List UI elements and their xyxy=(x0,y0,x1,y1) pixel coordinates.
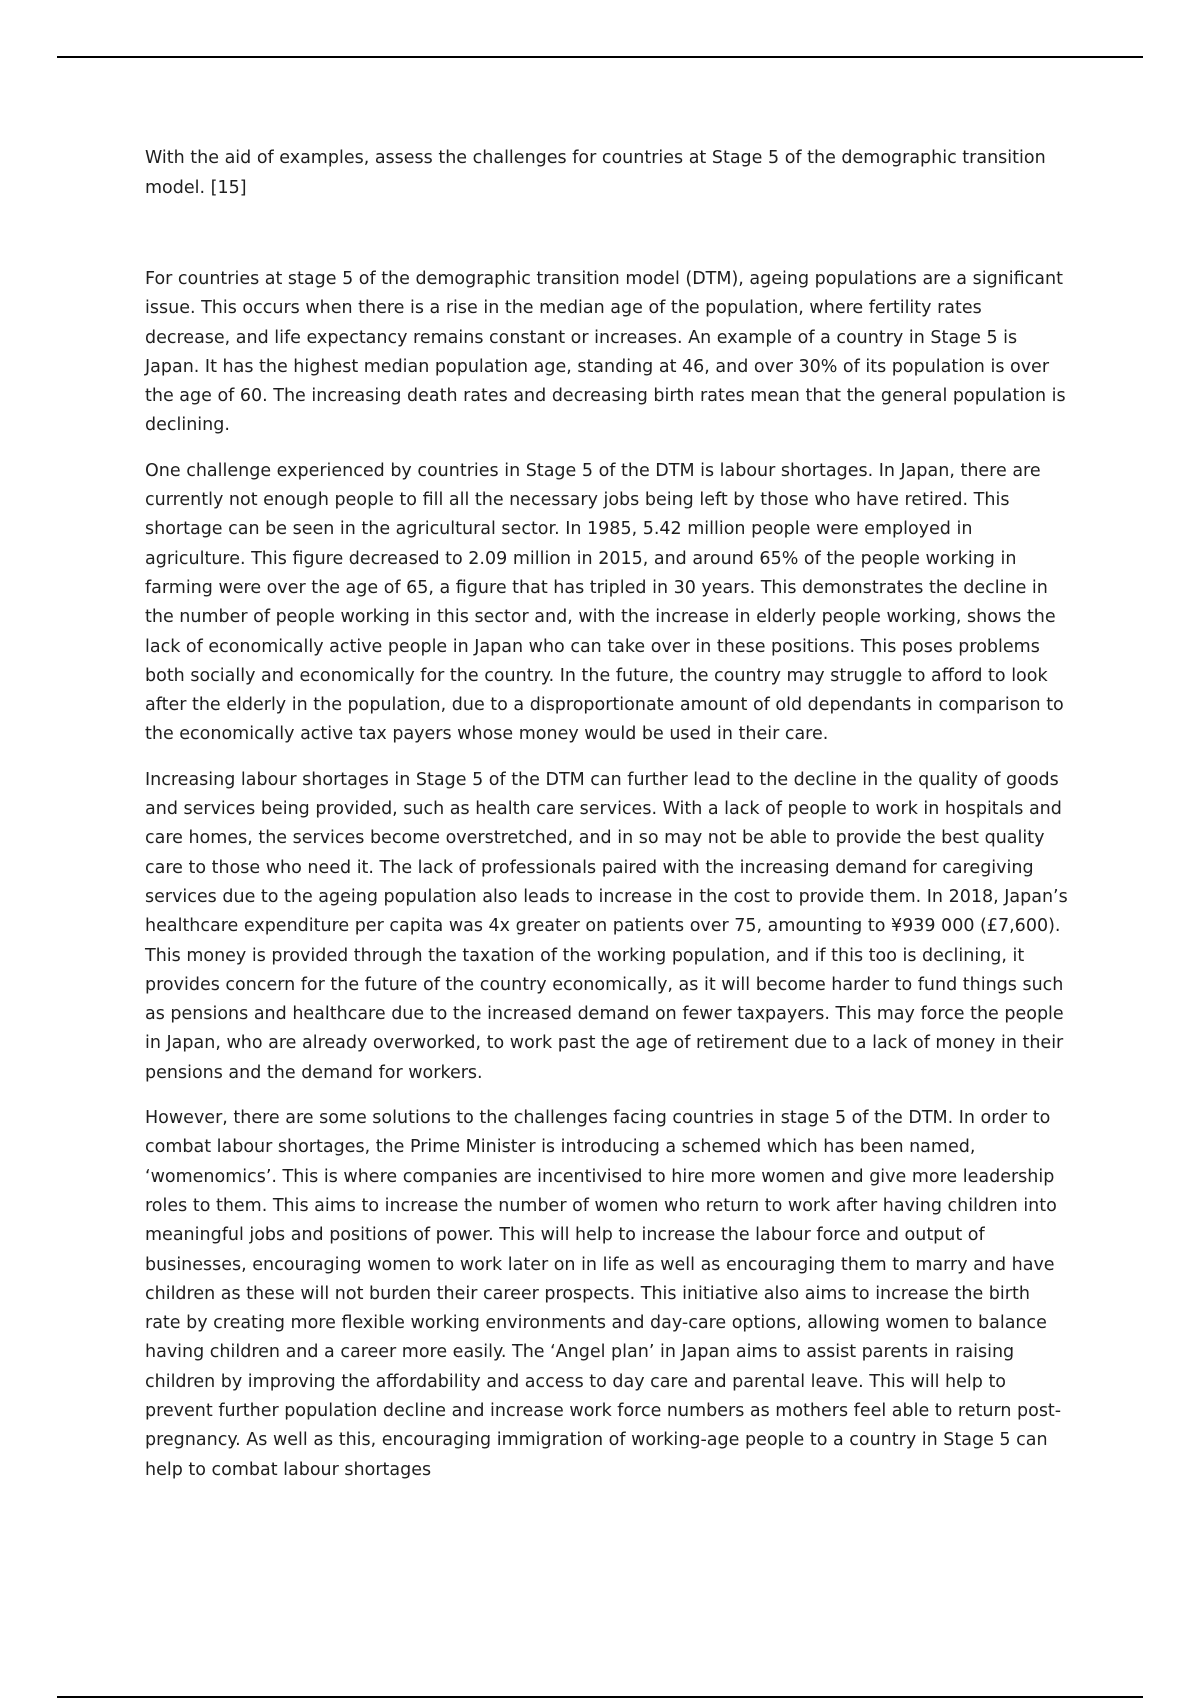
paragraph-healthcare-costs: Increasing labour shortages in Stage 5 of the DTM can further lead to the decline in the quality of goods and services being provided, such as health care services. With a lack of people to work in hospitals and care homes, the services become overstretched, and in so may not be able to provide the best quality care to those who need it. The lack of professionals paired with the increasing demand for caregiving services due to the ageing population also leads to increase in the cost to provide them. In 2018, Japan’s healthcare expenditure per capita was 4x greater on patients over 75, amounting to ¥939 000 (£7,600). This money is provided through the taxation of the working population, and if this too is declining, it provides concern for the future of the country economically, as it will become harder to fund things such as pensions and healthcare due to the increased demand on fewer taxpayers. This may force the people in Japan, who are already overworked, to work past the age of retirement due to a lack of money in their pensions and the demand for workers. xyxy=(145,769,1068,1083)
document-body xyxy=(145,144,1070,1485)
footer-rule xyxy=(57,1696,1143,1698)
paragraph-labour-shortages: One challenge experienced by countries in Stage 5 of the DTM is labour shortages. In Japan, there are currently not enough people to fill all the necessary jobs being left by those who have retired. This shortage can be seen in the agricultural sector. In 1985, 5.42 million people were employed in agriculture. This figure decreased to 2.09 million in 2015, and around 65% of the people working in farming were over the age of 65, a figure that has tripled in 30 years. This demonstrates the decline in the number of people working in this sector and, with the increase in elderly people working, shows the lack of economically active people in Japan who can take over in these positions. This poses problems both socially and economically for the country. In the future, the country may struggle to afford to look after the elderly in the population, due to a disproportionate amount of old dependants in comparison to the economically active tax payers whose money would be used in their care. xyxy=(145,460,1064,745)
paragraph-ageing-populations: For countries at stage 5 of the demographic transition model (DTM), ageing populations are a significant issue. This occurs when there is a rise in the median age of the population, where fertility rates decrease, and life expectancy remains constant or increases. An example of a country in Stage 5 is Japan. It has the highest median population age, standing at 46, and over 30% of its population is over the age of 60. The increasing death rates and decreasing birth rates mean that the general population is declining. xyxy=(145,269,1066,436)
header-rule xyxy=(57,56,1143,58)
essay-question: With the aid of examples, assess the challenges for countries at Stage 5 of the demographic transition model. [15] xyxy=(145,148,1046,198)
paragraph-solutions: However, there are some solutions to the challenges facing countries in stage 5 of the DTM. In order to combat labour shortages, the Prime Minister is introducing a schemed which has been named, ‘womenomics’. This is where companies are incentivised to hire more women and give more leadership roles to them. This aims to increase the number of women who return to work after having children into meaningful jobs and positions of power. This will help to increase the labour force and output of businesses, encouraging women to work later on in life as well as encouraging them to marry and have children as these will not burden their career prospects. This initiative also aims to increase the birth rate by creating more flexible working environments and day-care options, allowing women to balance having children and a career more easily. The ‘Angel plan’ in Japan aims to assist parents in raising children by improving the affordability and access to day care and parental leave. This will help to prevent further population decline and increase work force numbers as mothers feel able to return post-pregnancy. As well as this, encouraging immigration of working-age people to a country in Stage 5 can help to combat labour shortages xyxy=(145,1108,1062,1480)
